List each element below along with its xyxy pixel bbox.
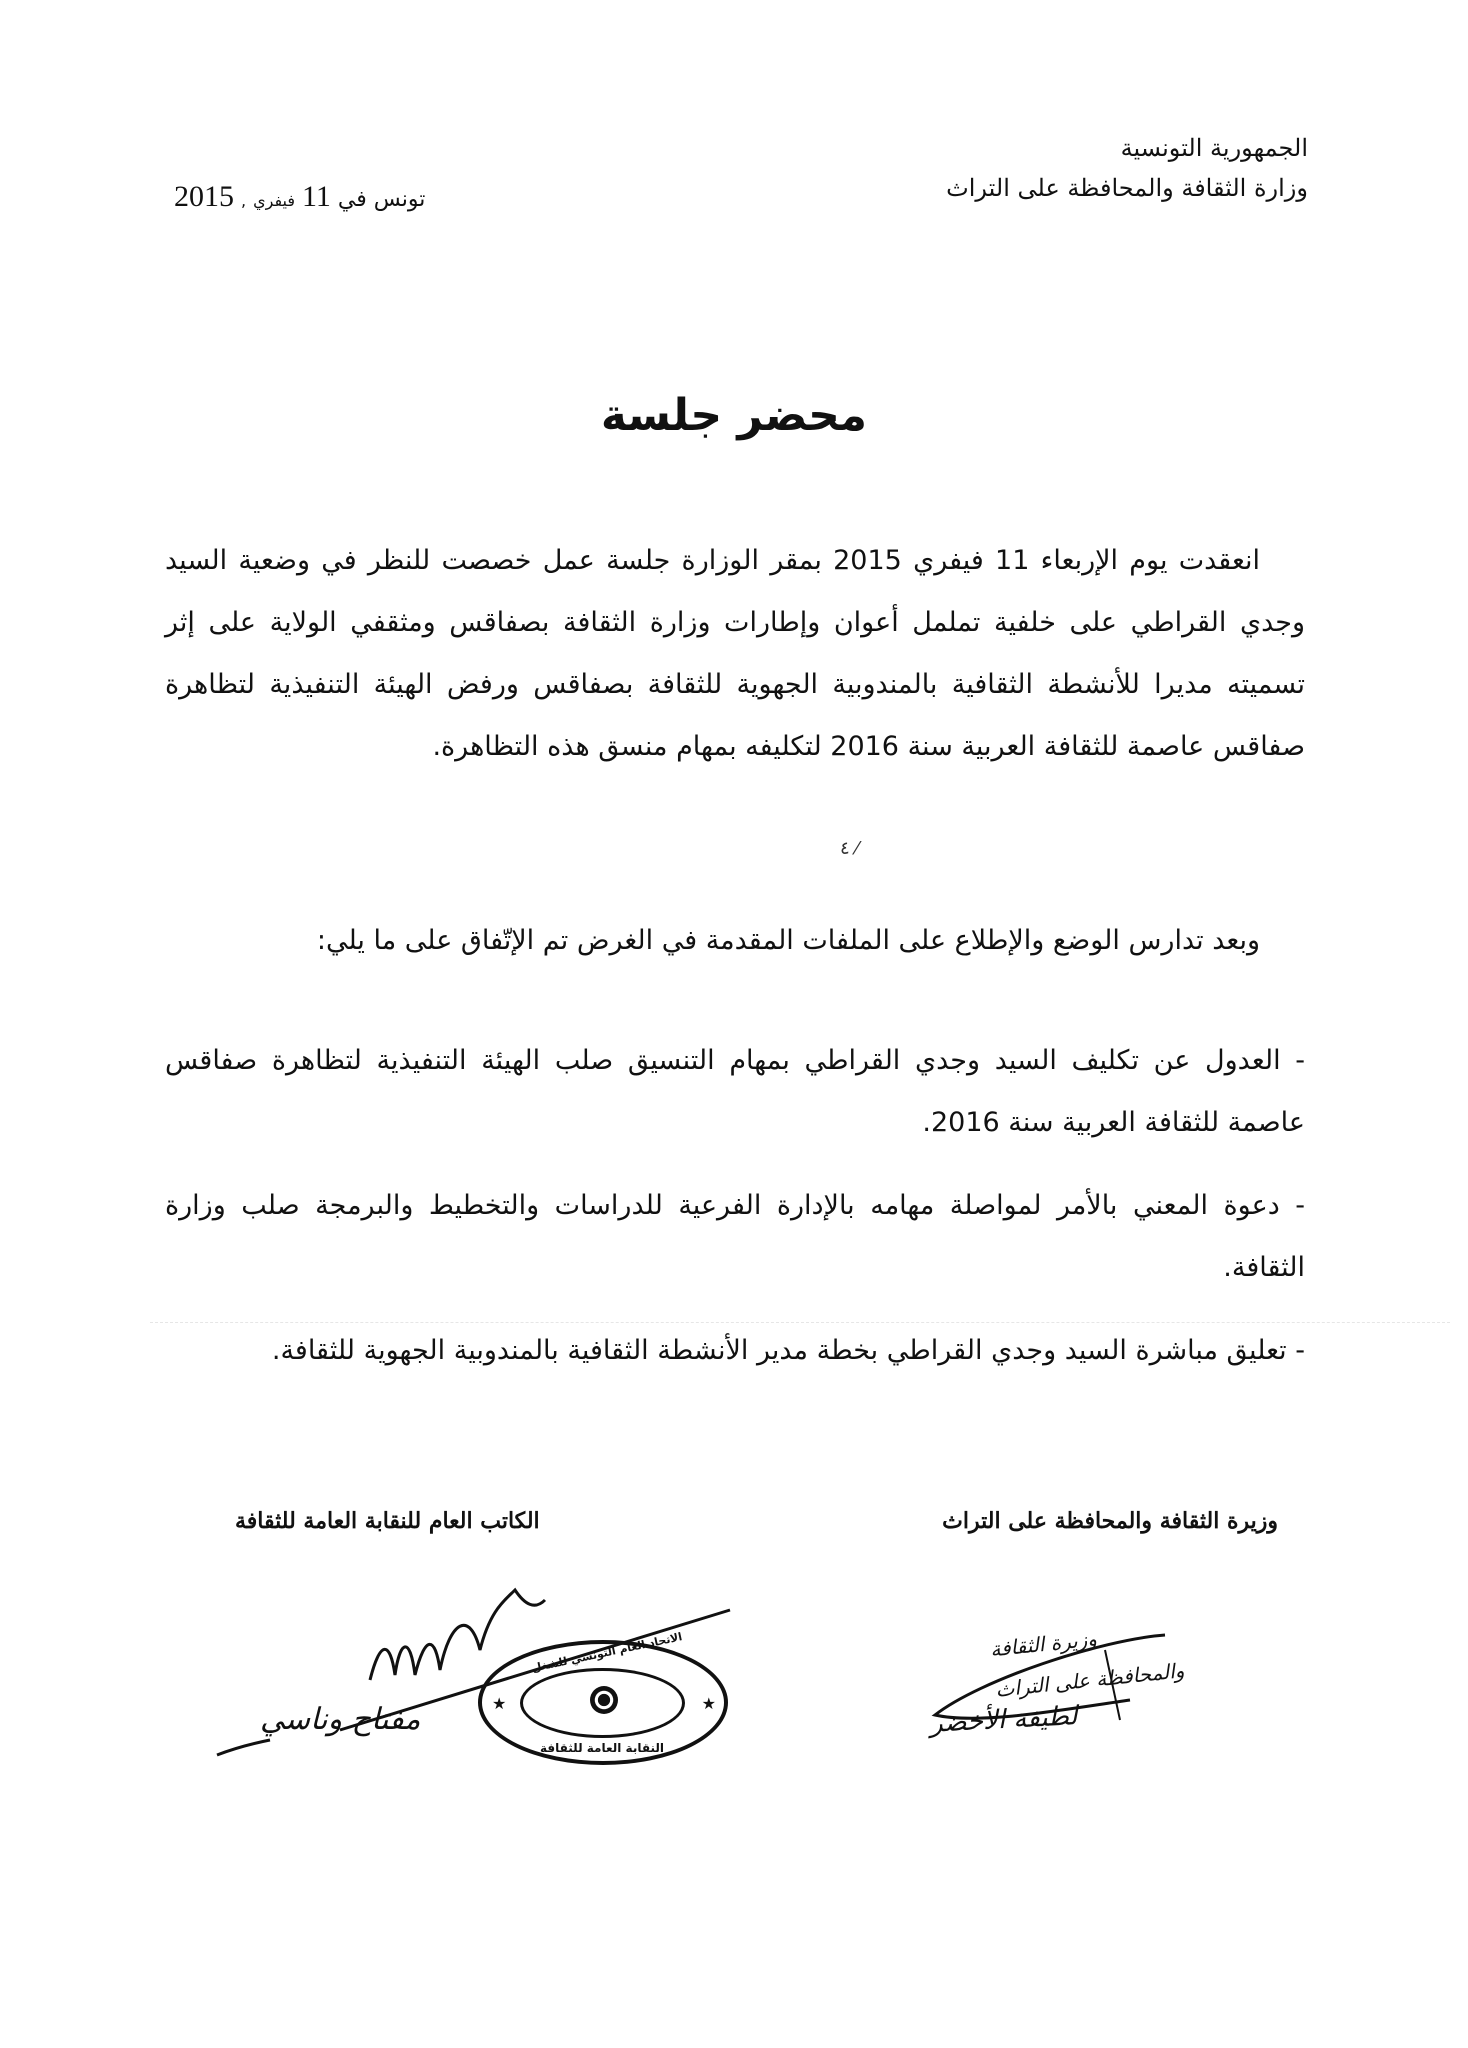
- letterhead: [946, 128, 1308, 208]
- country-name: الجمهورية التونسية: [1120, 134, 1308, 162]
- underline-stroke: [215, 1730, 275, 1760]
- paragraph-agreement-intro: وبعد تدارس الوضع والإطلاع على الملفات المقدمة في الغرض تم الإتّفاق على ما يلي:: [316, 925, 1260, 956]
- stray-handwritten-mark: ٤ ⁄: [840, 838, 859, 859]
- document-date: تونس في 11 فيفري , 2015: [174, 180, 426, 213]
- document-title: محضر جلسة: [600, 390, 868, 441]
- date-day: 11: [302, 180, 331, 213]
- minister-handwritten-name: لطيفة الأخضر: [929, 1701, 1079, 1739]
- stamp-emblem-icon: [590, 1686, 618, 1714]
- signatory-ministry-label: وزيرة الثقافة والمحافظة على التراث: [942, 1508, 1278, 1534]
- date-prefix: تونس في: [337, 187, 426, 212]
- decision-item: - العدول عن تكليف السيد وجدي القراطي بمهام التنسيق صلب الهيئة التنفيذية لتظاهرة صفاقس عاصمة للثقافة العربية سنة 2016.: [165, 1045, 1305, 1138]
- decision-item: - تعليق مباشرة السيد وجدي القراطي بخطة مدير الأنشطة الثقافية بالمندوبية الجهوية للثقافة.: [271, 1335, 1305, 1366]
- star-icon: ★: [701, 1694, 716, 1713]
- minister-handwritten-title: وزيرة الثقافة: [989, 1626, 1098, 1662]
- union-signatory-handwritten-name: مفتاح وناسي: [260, 1702, 421, 1737]
- star-icon: ★: [492, 1694, 507, 1713]
- decision-item: - دعوة المعني بالأمر لمواصلة مهامه بالإدارة الفرعية للدراسات والتخطيط والبرمجة صلب وزارة الثقافة.: [165, 1190, 1305, 1283]
- date-month: فيفري: [253, 191, 296, 210]
- paragraph-session-context: انعقدت يوم الإربعاء 11 فيفري 2015 بمقر الوزارة جلسة عمل خصصت للنظر في وضعية السيد وجدي القراطي على خلفية تململ أعوان وإطارات وزارة الثقافة بصفاقس ومثقفي الولاية على إثر تسميته مديرا للأنشطة الثقافية بالمندوبية الجهوية للثقافة بصفاقس ورفض الهيئة التنفيذية لتظاهرة صفاقس عاصمة للثقافة العربية سنة 2016 لتكليفه بمهام منسق هذه التظاهرة.: [165, 545, 1305, 762]
- signatory-union-label: الكاتب العام للنقابة العامة للثقافة: [235, 1508, 540, 1534]
- stamp-top-text: الاتحاد العام التونسي للشغل: [530, 1630, 684, 1675]
- union-stamp: [478, 1630, 728, 1765]
- date-year: 2015: [174, 180, 234, 213]
- minister-handwritten-subtitle: والمحافظة على التراث: [994, 1658, 1186, 1702]
- ministry-name: وزارة الثقافة والمحافظة على التراث: [946, 174, 1308, 202]
- stamp-bottom-text: النقابة العامة للثقافة: [540, 1741, 664, 1755]
